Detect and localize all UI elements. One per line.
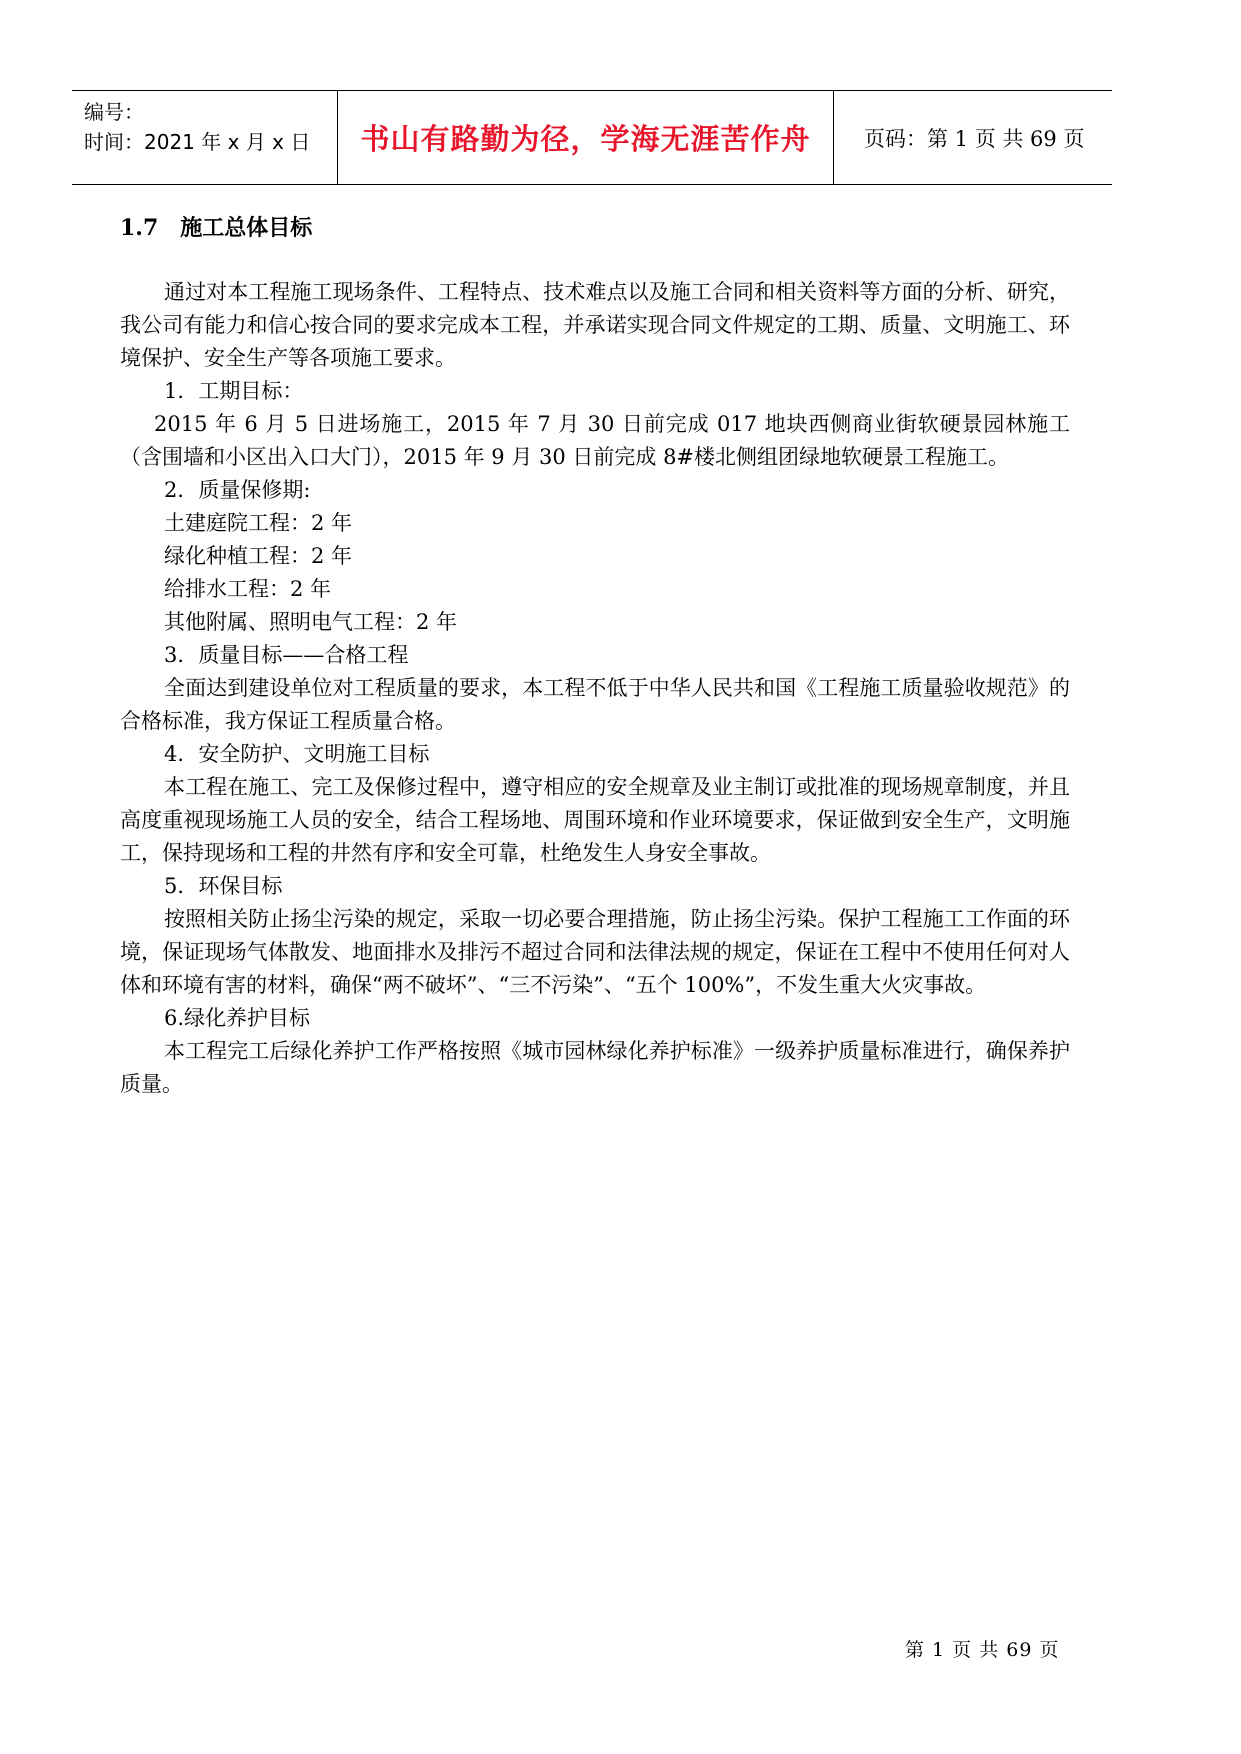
warranty-line: 其他附属、照明电气工程：2 年 [164, 610, 458, 634]
paragraph-intro: 通过对本工程施工现场条件、工程特点、技术难点以及施工合同和相关资料等方面的分析、研究，我公司有能力和信心按合同的要求完成本工程，并承诺实现合同文件规定的工期、质量、文明施工、环境保护、安全生产等各项施工要求。 [120, 280, 1070, 370]
header-meta [84, 97, 334, 157]
paragraph-quality: 全面达到建设单位对工程质量的要求，本工程不低于中华人民共和国《工程施工质量验收规范》的合格标准，我方保证工程质量合格。 [120, 676, 1070, 733]
document-time-label: 时间：2021 年 x 月 x 日 [84, 130, 311, 154]
page-footer: 第 1 页 共 69 页 [905, 1639, 1060, 1661]
warranty-line: 给排水工程：2 年 [164, 577, 332, 601]
paragraph-environment: 按照相关防止扬尘污染的规定，采取一切必要合理措施，防止扬尘污染。保护工程施工工作面的环境，保证现场气体散发、地面排水及排污不超过合同和法律法规的规定，保证在工程中不使用任何对人体和环境有害的材料，确保“两不破坏”、“三不污染”、“五个 100%”，不发生重大火灾事故。 [120, 907, 1070, 997]
item-schedule-heading: 1．工期目标： [164, 379, 304, 403]
page-header [72, 90, 1112, 185]
document-body [120, 205, 1070, 1101]
paragraph-greening: 本工程完工后绿化养护工作严格按照《城市园林绿化养护标准》一级养护质量标准进行，确保养护质量。 [120, 1039, 1070, 1096]
section-number: 1.7 [120, 215, 159, 241]
warranty-line: 绿化种植工程：2 年 [164, 544, 353, 568]
item-warranty-heading: 2．质量保修期: [164, 478, 311, 502]
item-environment-heading: 5．环保目标 [164, 874, 283, 898]
warranty-line: 土建庭院工程：2 年 [164, 511, 353, 535]
section-title: 施工总体目标 [180, 215, 313, 241]
paragraph-safety: 本工程在施工、完工及保修过程中，遵守相应的安全规章及业主制订或批准的现场规章制度，并且高度重视现场施工人员的安全，结合工程场地、周围环境和作业环境要求，保证做到安全生产，文明施工，保持现场和工程的井然有序和安全可靠，杜绝发生人身安全事故。 [120, 775, 1070, 865]
item-safety-heading: 4．安全防护、文明施工目标 [164, 742, 430, 766]
document-number-label: 编号： [84, 100, 144, 124]
section-heading [120, 211, 1070, 242]
header-motto: 书山有路勤为径，学海无涯苦作舟 [337, 91, 834, 184]
item-quality-heading: 3．质量目标——合格工程 [164, 643, 409, 667]
header-page-info: 页码：第 1 页 共 69 页 [864, 126, 1085, 151]
item-greening-heading: 6.绿化养护目标 [164, 1006, 311, 1030]
paragraph-schedule: 2015 年 6 月 5 日进场施工，2015 年 7 月 30 日前完成 017 地块西侧商业街软硬景园林施工（含围墙和小区出入口大门），2015 年 9 月 30 日前完成 8#楼北侧组团绿地软硬景工程施工。 [120, 412, 1070, 469]
